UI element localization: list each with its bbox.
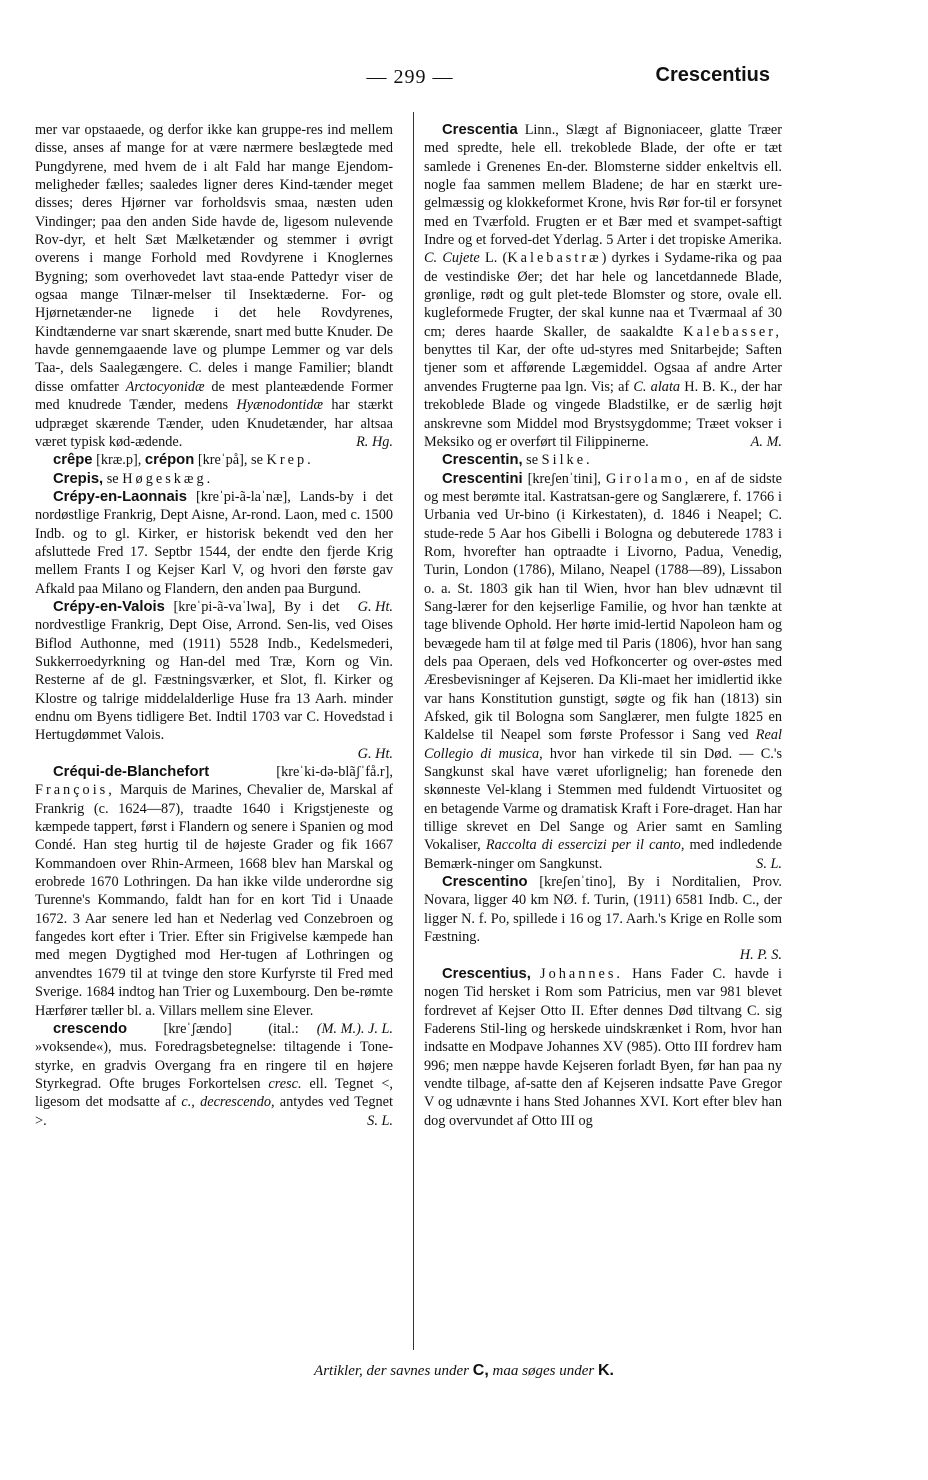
- text: ) dyrkes i Sydame-rika og paa de vestindiske Øer; det har hele og lancetdannede Blade, grønlige, rødt og gult plet-tede Blomster og store, ovale ell. kugleformede Frugter, der skal kunne naa et Tværmaal af 30 cm; deres haarde Skaller, de saakaldte: [424, 250, 783, 340]
- text: [kreˈʃændo] (ital.: »voksende«), mus. Foredragsbetegnelse: tiltagende i Tone-styrke, en gradvis Overgang fra en ringere til en højere Styrkegrad. Ofte bruges Forkortelsen: [35, 1020, 393, 1092]
- headword: Crepis,: [53, 470, 104, 487]
- author-signature: H. P. S.: [739, 947, 782, 964]
- author-signature: S. L.: [367, 1112, 393, 1129]
- headword: Crescentini: [442, 470, 523, 487]
- headword: Crépy-en-Valois: [53, 598, 165, 615]
- author-signature: (M. M.). J. L.: [316, 1020, 393, 1037]
- entry-crescentius: [424, 965, 782, 1130]
- column-rule: [413, 112, 414, 1350]
- text: Hans Fader C. havde i nogen Tid hersket i Rom som Patricius, men var 981 blevet fordrevet af Kejser Otto II. Efter dennes Død tiltvang C. sig Faderens Stil-ling og herskede uindskrænket i Rom, hvor han indsatte en Modpave Johannes XV (985). Otto III fordrev ham 996; men næppe havde Kejseren forladt Byen, før han paa ny vendte tilbage, af-satte den af Kejseren indsatte Pave Gregor V og udnævnte i hans Sted Johannes XVI. Kort efter blev han dog overvundet af Otto III og: [424, 965, 782, 1129]
- text: [kreʃenˈtino], By i Norditalien, Prov. Novara, ligger 40 km NØ. f. Turin, (1911) 6581 Indb. C., der ligger N. f. Po, spillede i 16 og 17. Aarh.'s Krige en Rolle som Fæstning.: [424, 874, 782, 946]
- entry-crescentia: [424, 121, 782, 451]
- author-signature: G. Ht.: [357, 598, 393, 615]
- text: [kreˈpi-ã-laˈnæ], Lands-by i det nordøstlige Frankrig, Dept Aisne, Ar-rond. Laon, med c. 1500 Indb. og to gl. Kirker, er historisk bekendt ved den her afsluttede Fred 17. Septbr 1544, der endte den fjerde Krig mellem Frants I og Kejser Karl V, og hvori den første gav Afkald paa Milano og Flandern, den anden paa Burgund.: [35, 488, 393, 597]
- text: [kreˈpå], se: [194, 452, 267, 469]
- abbreviation: cresc.: [268, 1075, 302, 1092]
- species-name: C. alata: [633, 378, 681, 395]
- entry-crescentini: [424, 470, 782, 874]
- continuation-paragraph: [35, 121, 393, 451]
- cross-reference: Krep.: [266, 452, 314, 469]
- text: [kreˈki-də-blãʃˈfå.r],: [209, 764, 393, 781]
- taxon: Hyænodontidæ: [236, 397, 324, 414]
- cross-reference: Silke.: [541, 452, 593, 469]
- text: antydes ved Tegnet >.: [35, 1094, 393, 1129]
- entry-crescentin: [424, 451, 782, 469]
- taxon: Arctocyonidæ: [125, 378, 205, 395]
- author-signature: A. M.: [750, 433, 782, 450]
- title-italic: Real Collegio di musica,: [424, 727, 782, 762]
- text: hvor han virkede til sin Død. — C.'s Sangkunst skal have været uforlignelig; han forenede den skønneste Vel-klang i Stemmen med fuldendt Virtuositet og en betagende Varme og dramatisk Kraft i Fore-draget. Han har tillige skrevet en Del Sange og Arier samt en Samling Vokaliser,: [424, 745, 783, 854]
- text: med indledende Bemærk-ninger om Sangkunst.: [424, 837, 782, 872]
- species-name: C. Cujete: [424, 250, 480, 267]
- text: Linn., Slægt af Bignoniaceer, glatte Træer med spredte, hele ell. trekoblede Blade, der ofte er tæt samlede i Grenenes En-der. Blomsterne sidder enkeltvis ell. nogle faa sammen mellem Bladene; de har en stærkt ure-gelmæssig og klokkeformet Krone, hvis Rør for-til er forsynet med en Tværfold. Frugten er et Bær med et svampet-saftigt Indre og et forved-det Yderlag. 5 Arter i det tropiske Amerika.: [424, 122, 782, 249]
- author-signature: G. Ht.: [357, 745, 393, 762]
- text: se: [522, 452, 542, 469]
- text: ell. Tegnet <, ligesom det modsatte af: [35, 1075, 393, 1111]
- text: har stærkt udpræget skærende Tænder, uden Knudetænder, har altsaa været typisk kød-ædende.: [35, 397, 393, 450]
- footer-text: maa søges under: [488, 1363, 598, 1379]
- headword: crépon: [144, 452, 195, 469]
- text: en af de sidste og mest berømte ital. Kastratsan-gere og Sanglærere, f. 1766 i Urbania ved Ur-bino (i Kirkestaten), d. 1846 i Neapel; C. stude-rede 5 Aar hos Gibelli i Bologna og debuterede 1783 i Rom, hvorefter han optraadte i Livorno, Padua, Venedig, Turin, London (1786), Milano, Neapel (1788—89), Lissabon o. a. St. 1803 gik han til Wien, hvor han blev udnævnt til Sang-lærer for den kejserlige Familie, og hvor han tænkte at tage blivende Ophold. Her hørte imid-lertid Napoleon ham og bevægede ham til at følge med til Paris (1806), hvor han sang dels paa Operaen, dels ved Hofkoncerter og over-østes med Æresbevisninger af Kejseren. Da Kli-maet her imidlertid ikke var hans Konstitution gunstigt, søgte og fik han (1813) sin Afsked, gik til Bologna som Sanglærer, men fulgte 1825 en Kaldelse til Neapel som første Professor i Sang ved: [424, 470, 782, 744]
- person-name: Girolamo,: [606, 470, 692, 487]
- text: [kreʃenˈtini],: [522, 470, 606, 487]
- title-italic: Raccolta di essercizi per il canto,: [485, 837, 685, 854]
- text: H. B. K., der har trekoblede Blade og vingede Bladstilke, er de særlig højt anskrevne som Middel mod Brystsygdomme; Træet vokser i Meksiko og er overført til Filippinerne.: [424, 378, 782, 450]
- text: de mest planteædende Former med knudrede Tænder, medens: [35, 378, 393, 414]
- author-signature: R. Hg.: [356, 433, 393, 450]
- headword: crêpe: [53, 452, 93, 469]
- entry-crescentino: [424, 873, 782, 965]
- spaced-term: Kalebasser,: [683, 323, 782, 340]
- entry-crepe: [35, 451, 393, 469]
- text: L. (: [479, 250, 508, 267]
- spaced-term: Kalebastræ: [507, 250, 602, 267]
- left-column: [35, 121, 393, 1130]
- headword: crescendo: [53, 1020, 128, 1037]
- text: se: [103, 470, 123, 487]
- entry-crepis: [35, 470, 393, 488]
- footer-text: Artikler, der savnes under: [314, 1363, 473, 1379]
- text: [kræ.p],: [92, 452, 145, 469]
- person-name: François,: [35, 782, 115, 799]
- headword: Crescentino: [442, 874, 528, 891]
- headword: Crescentius,: [442, 965, 531, 982]
- entry-crepy-en-valois: [35, 598, 393, 763]
- headword: Crescentin,: [442, 452, 523, 469]
- right-column: [424, 121, 782, 1130]
- text: [kreˈpi-ã-vaˈlwa], By i det nordvestlige Frankrig, Dept Oise, Arrond. Sen-lis, ved Oises Biflod Authonne, med (1911) 5528 Indb., Kedelsmederi, Sukkerroedyrkning og Han-del med Træ, Korn og Vin. Resterne af de gl. Fæstningsværker, et Slot, fl. Kirker og Klostre og talrige middelalderlige Huse fra 13 Aarh. minder endnu om Byens tidligere Bet. Indtil 1703 var C. Hovedstad i Hertugdømmet Valois.: [35, 598, 393, 744]
- running-head: Crescentius: [655, 64, 770, 86]
- page-number: — 299 —: [366, 66, 454, 88]
- headword: Crescentia: [442, 122, 518, 138]
- cross-reference: Høgeskæg.: [122, 470, 214, 487]
- headword: Créqui-de-Blanchefort: [53, 764, 210, 781]
- text: benyttes til Kar, der ofte ud-styres med Snitarbejde; Saften tjener som et afførende Lægemiddel. Ogsaa af andre Arter anvendes Frugterne paa lgn. Vis; af: [424, 342, 782, 395]
- footer-letter: C,: [472, 1362, 489, 1379]
- text: mer var opstaaede, og derfor ikke kan gruppe-res ind mellem disse, anses af mange for at være nærmere beslægtede med Pungdyrene, med hvem de i alt Fald har mange Ejendom-meligheder fælles; saaledes ligner deres Kind-tænder meget disses; deres Hjørner var forholdsvis smaa, næsten uden Vindinger; paa den anden Side havde de, ligesom nulevende Rov-dyr, et helt Sæt Mælketænder og stemmer i øvrigt overens i mange Forhold med Rovdyrene i Knoglernes Bygning; som overhovedet lavt staa-ende Pattedyr viser de ogsaa mange Tilnær-melser til Insektæderne. For- og Hjørnetænder-ne lignede i det hele Rovdyrenes, Kindtænderne var snart skærende, snart med butte Knuder. De havde gennemgaaende lave og plumpe Lemmer og var dels Taa-, dels Saalegængere. C. deles i mange Familier; blandt disse omfatter: [35, 122, 393, 395]
- headword: Crépy-en-Laonnais: [53, 488, 188, 505]
- footer-letter: K.: [597, 1362, 614, 1379]
- person-name: Johannes.: [540, 965, 623, 982]
- footer-note: [0, 1362, 928, 1380]
- text: Marquis de Marines, Chevalier de, Marskal af Frankrig (c. 1624—87), traadte 1640 i Krigstjeneste og kæmpede tappert, først i Flandern og senere i Spanien og mod Condé. Han steg hurtig til de højeste Grader og fik 1667 Kommandoen over Rhin-Armeen, 1668 blev han Marskal og erobrede 1670 Lothringen. Da han ikke vilde underordne sig Turenne's Kommando, faldt han for en kort Tid i Unaade 1672. 3 Aar senere led han et Nederlag ved Conzebroen og fangedes kort efter i Trier. Efter sin Frigivelse kæmpede han med megen Dygtighed mod Her-tugen af Lothringen og anvendtes 1679 til at tvinge den store Kurfyrste til Fred med Sverige. 1684 indtog han Trier og Luxembourg. Den be-rømte Hærfører tæller bl. a. Villars mellem sine Elever.: [35, 782, 393, 1019]
- author-signature: S. L.: [756, 855, 782, 872]
- abbreviation: c., decrescendo,: [181, 1094, 275, 1111]
